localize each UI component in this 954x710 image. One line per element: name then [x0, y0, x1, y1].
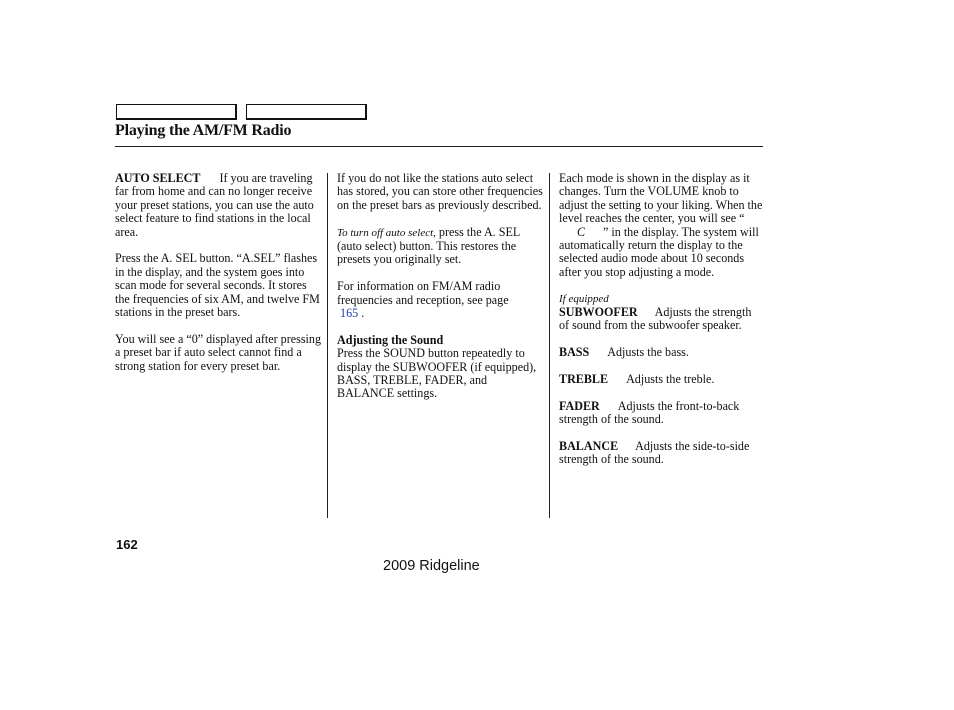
sound-button-paragraph: Press the SOUND button repeatedly to display the SUBWOOFER (if equipped), BASS, TREBLE, FADER, and BALANCE settings.: [337, 346, 537, 401]
turn-off-label: To turn off auto select,: [337, 226, 436, 239]
center-indicator-glyph: C: [576, 224, 586, 239]
reception-paragraph: [337, 280, 543, 320]
term-auto-select: AUTO SELECT: [115, 171, 201, 185]
reception-text: For information on FM/AM radio frequencies and reception, see page: [337, 279, 509, 307]
term-bass: BASS: [559, 345, 590, 360]
column-divider-1: [327, 173, 328, 518]
page-165-link[interactable]: 165: [340, 306, 359, 321]
column-2: [337, 172, 543, 414]
mode-display-paragraph: [559, 172, 764, 279]
title-divider: [115, 146, 763, 147]
term-fader: FADER: [559, 398, 600, 413]
column-divider-2: [549, 173, 550, 518]
auto-select-text: If you are traveling far from home and can no longer receive your preset stations, you can use the auto select feature to find stations in the local area.: [115, 171, 314, 239]
column-3: [559, 172, 764, 480]
fader-item: [559, 400, 764, 427]
bass-text: Adjusts the bass.: [607, 345, 689, 360]
page-number: 162: [116, 537, 138, 552]
fader-text: Adjusts the front-to-back strength of the sound.: [559, 398, 740, 427]
subwoofer-text: Adjusts the strength of sound from the subwoofer speaker.: [559, 305, 752, 333]
turn-off-paragraph: [337, 226, 543, 267]
auto-select-paragraph: [115, 172, 322, 239]
adjusting-sound-heading: Adjusting the Sound: [337, 332, 444, 347]
reception-end: .: [358, 306, 365, 321]
treble-item: [559, 373, 764, 386]
term-subwoofer: SUBWOOFER: [559, 305, 638, 320]
footer-model: 2009 Ridgeline: [383, 558, 480, 574]
stored-stations-paragraph: If you do not like the stations auto select has stored, you can store other frequencies on the preset bars as previously described.: [337, 171, 543, 212]
balance-text: Adjusts the side-to-side strength of the sound.: [559, 439, 750, 467]
mode-display-text-b: ” in the display. The system will automatically return the display to the selected audio mode about 10 seconds after you stop adjusting a mode.: [559, 224, 759, 279]
term-treble: TREBLE: [559, 372, 609, 387]
press-asel-paragraph: Press the A. SEL button. “A.SEL” flashes in the display, and the system goes into scan mode for several seconds. It stores the frequencies of six AM, and twelve FM stations in the preset bars.: [115, 251, 320, 320]
balance-item: [559, 440, 764, 467]
if-equipped-note: If equipped: [559, 292, 609, 305]
bass-item: [559, 346, 764, 359]
turn-off-text: press the A. SEL (auto select) button. This restores the presets you originally set.: [337, 224, 520, 267]
zero-displayed-paragraph: You will see a “0” displayed after pressing a preset bar if auto select cannot find a strong station for every preset bar.: [115, 331, 321, 373]
nav-tab-2[interactable]: [246, 104, 367, 120]
mode-display-text-a: Each mode is shown in the display as it changes. Turn the VOLUME knob to adjust the setting to your liking. When the level reaches the center, you will see “: [559, 171, 763, 226]
page-title: Playing the AM/FM Radio: [115, 122, 292, 139]
column-1: [115, 172, 322, 386]
term-balance: BALANCE: [559, 439, 619, 454]
nav-tab-1[interactable]: [116, 104, 237, 120]
subwoofer-item: [559, 306, 764, 333]
treble-text: Adjusts the treble.: [626, 372, 715, 387]
